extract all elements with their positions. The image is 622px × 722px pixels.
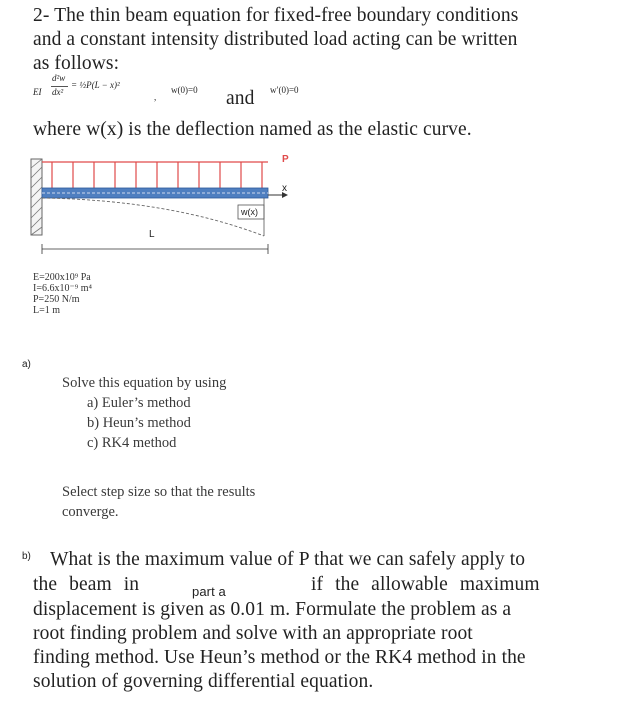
note-line-2: converge.	[62, 504, 119, 520]
part-b-line-1: What is the maximum value of P that we can safely apply to	[50, 549, 526, 570]
part-b-line-2	[33, 573, 593, 597]
distributed-load	[42, 162, 268, 188]
param-p: P=250 N/m	[33, 294, 80, 305]
fixed-wall	[31, 159, 42, 235]
equation-rhs: = ½P(L − x)²	[71, 80, 120, 90]
boundary-condition-1: w(0)=0	[171, 85, 198, 95]
equation-comma: ,	[154, 92, 157, 102]
part-b-line-6: solution of governing differential equation.	[33, 671, 374, 692]
intro-line-1: 2- The thin beam equation for fixed-free boundary conditions	[33, 5, 519, 26]
param-e: E=200x10⁹ Pa	[33, 272, 91, 283]
part-a-heading: Solve this equation by using	[62, 375, 227, 391]
equation-ei: EI	[33, 87, 42, 97]
part-b-insert: part a	[192, 584, 226, 599]
note-line-1: Select step size so that the results	[62, 484, 256, 500]
part-a-block	[62, 373, 362, 453]
method-euler: a) Euler’s method	[87, 395, 191, 411]
part-b-line-2-start: the beam in	[33, 574, 140, 595]
part-b-paragraph	[33, 598, 585, 694]
deflection-label: w(x)	[241, 207, 258, 217]
boundary-condition-2: w′(0)=0	[270, 85, 299, 95]
param-l: L=1 m	[33, 305, 61, 316]
step-size-note	[62, 482, 362, 522]
intro-line-3: as follows:	[33, 53, 120, 74]
equation-denominator: dx²	[52, 87, 64, 97]
param-i: I=6.6x10⁻⁹ m⁴	[33, 283, 92, 294]
axis-label: x	[282, 183, 287, 194]
part-b-marker: b)	[22, 551, 31, 562]
length-label: L	[149, 229, 155, 240]
intro-line-2: and a constant intensity distributed load acting can be written	[33, 29, 518, 50]
beam-figure	[20, 148, 290, 258]
equation-numerator: d²w	[52, 73, 66, 83]
part-b-line-4: root finding problem and solve with an appropriate root	[33, 623, 473, 644]
part-b-line-2-end: if the allowable maximum	[311, 574, 540, 595]
equation-and: and	[226, 88, 255, 109]
intro-paragraph	[33, 4, 593, 76]
load-label: P	[282, 154, 289, 165]
equation	[33, 74, 593, 116]
where-line: where w(x) is the deflection named as the elastic curve.	[33, 119, 472, 140]
part-b-line-3: displacement is given as 0.01 m. Formulate the problem as a	[33, 599, 512, 620]
parameter-list	[33, 272, 92, 316]
part-b-line-5: finding method. Use Heun’s method or the RK4 method in the	[33, 647, 526, 668]
method-rk4: c) RK4 method	[87, 435, 177, 451]
part-a-marker: a)	[22, 359, 31, 370]
method-heun: b) Heun’s method	[87, 415, 191, 431]
